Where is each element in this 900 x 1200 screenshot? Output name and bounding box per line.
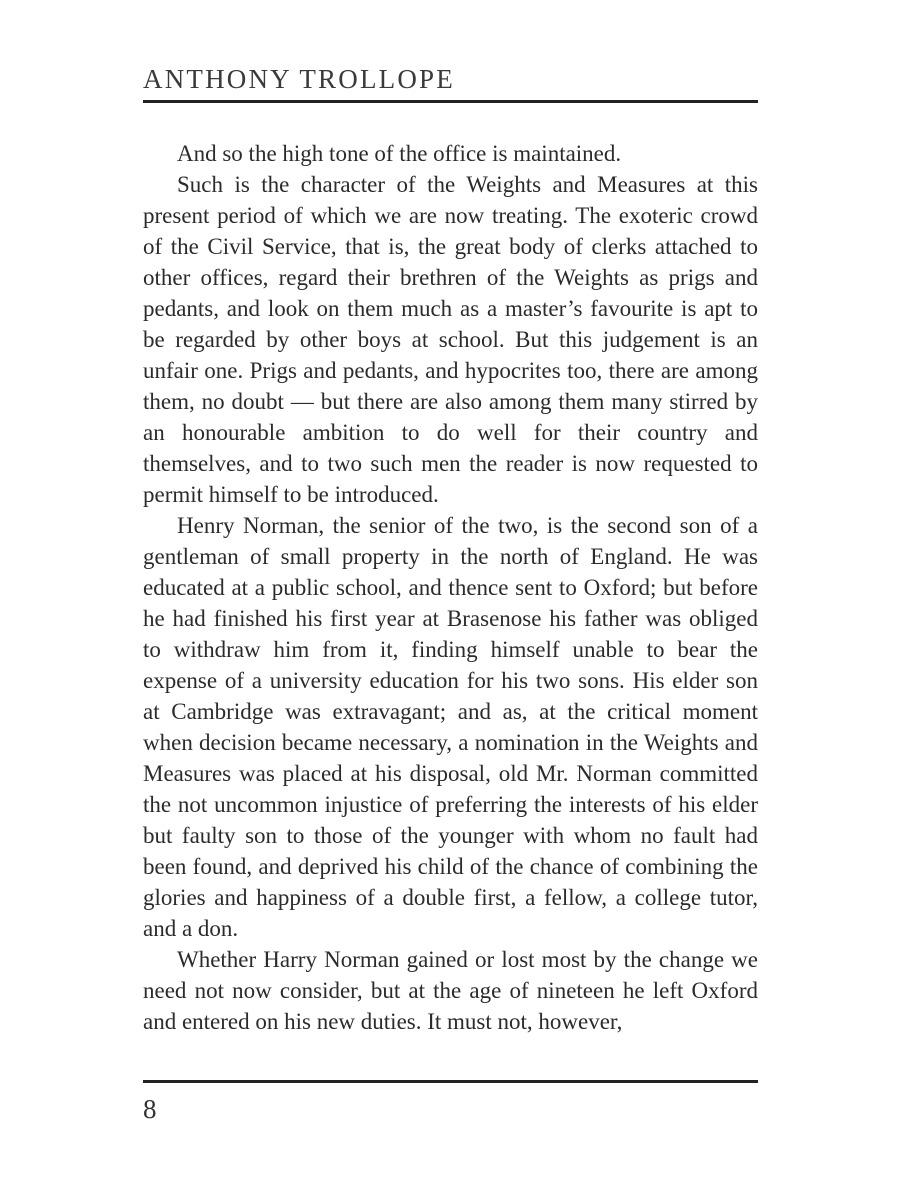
header-rule: [143, 100, 758, 103]
page-number: 8: [143, 1094, 157, 1124]
running-title: ANTHONY TROLLOPE: [143, 64, 455, 94]
footer-rule: [143, 1080, 758, 1083]
paragraph: Whether Harry Norman gained or lost most by the change we need not now consider, but at the age of nineteen he left Oxford and entered on his new duties. It must not, however,: [143, 947, 758, 1034]
paragraph: And so the high tone of the office is maintained.: [177, 141, 622, 166]
body-text: [143, 138, 758, 1037]
paragraph: Henry Norman, the senior of the two, is the second son of a gentleman of small property in the north of England. He was educated at a public school, and thence sent to Oxford; but before he had finished his first year at Brasenose his father was obliged to withdraw him from it, finding himself unable to bear the expense of a university education for his two sons. His elder son at Cambridge was extravagant; and as, at the critical moment when decision became necessary, a nomination in the Weights and Measures was placed at his disposal, old Mr. Norman committed the not uncommon injustice of preferring the interests of his elder but faulty son to those of the younger with whom no fault had been found, and deprived his child of the chance of combining the glories and happiness of a double first, a fellow, a college tutor, and a don.: [143, 513, 758, 941]
paragraph: Such is the character of the Weights and Measures at this present period of which we are now treating. The exoteric crowd of the Civil Service, that is, the great body of clerks attached to other offices, regard their brethren of the Weights as prigs and pedants, and look on them much as a master’s favourite is apt to be regarded by other boys at school. But this judgement is an unfair one. Prigs and pedants, and hypocrites too, there are among them, no doubt — but there are also among them many stirred by an honourable ambition to do well for their country and themselves, and to two such men the reader is now requested to permit himself to be introduced.: [143, 172, 758, 507]
